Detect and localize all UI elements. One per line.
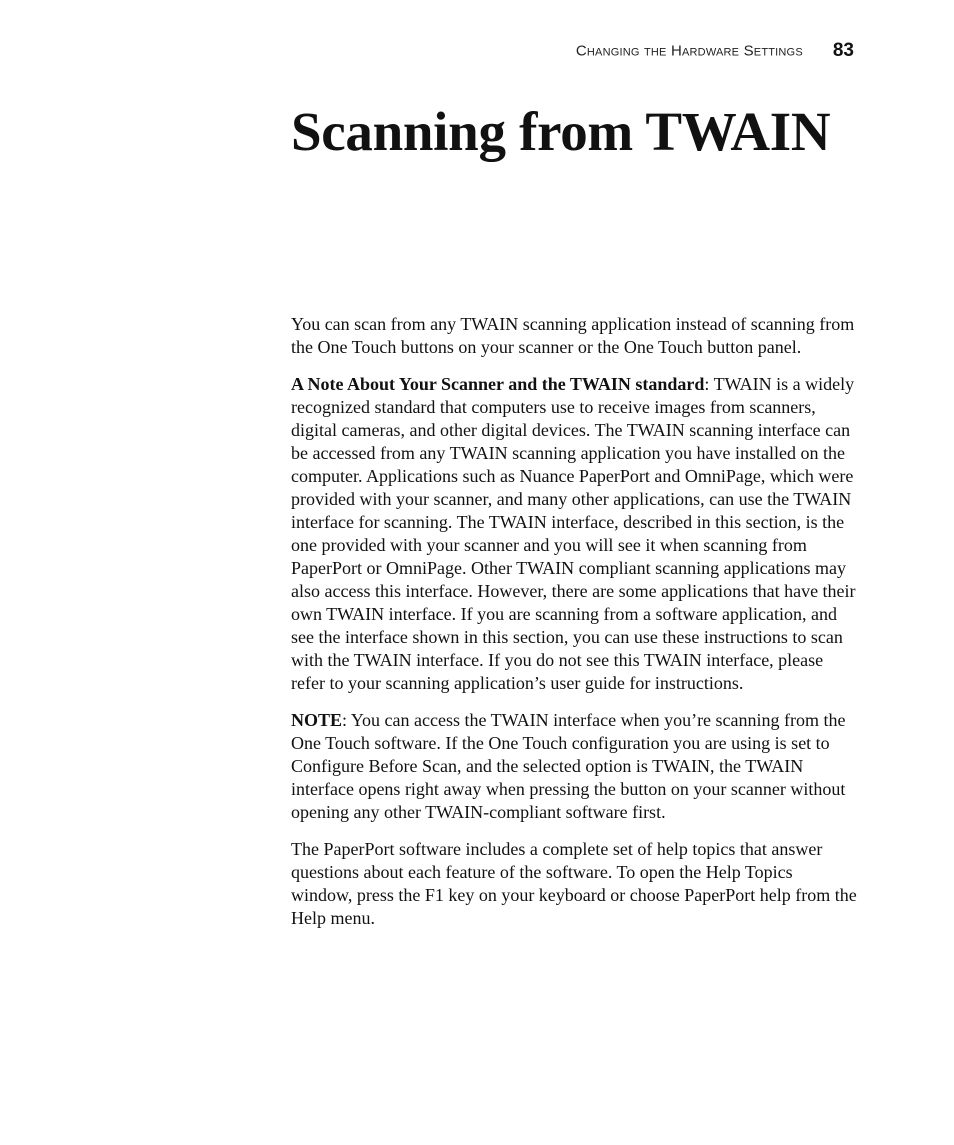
twain-note-heading: A Note About Your Scanner and the TWAIN standard: [291, 374, 705, 394]
running-header: [540, 40, 854, 62]
chapter-title: Changing the Hardware Settings: [575, 42, 803, 60]
twain-note-text: : TWAIN is a widely recognized standard that computers use to receive images from scanners, digital cameras, and other digital devices. The TWAIN scanning interface can be accessed from any TWAIN scanning application you have installed on the computer. Applications such as Nuance PaperPort and OmniPage, which were provided with your scanner, and many other applications, can use the TWAIN interface for scanning. The TWAIN interface, described in this section, is the one provided with your scanner and you will see it when scanning from PaperPort or OmniPage. Other TWAIN compliant scanning applications may also access this interface. However, there are some applications that have their own TWAIN interface. If you are scanning from a software application, and see the interface shown in this section, you can use these instructions to scan with the TWAIN interface. If you do not see this TWAIN interface, please refer to your scanning application’s user guide for instructions.: [291, 374, 856, 693]
note-label: NOTE: [291, 710, 343, 730]
note-paragraph: [291, 709, 857, 824]
note-text: : You can access the TWAIN interface when you’re scanning from the One Touch software. If the One Touch configuration you are using is set to Configure Before Scan, and the selected option is TWAIN, the TWAIN interface opens right away when pressing the button on your scanner without opening any other TWAIN-compliant software first.: [291, 710, 846, 822]
page-title: Scanning from TWAIN: [291, 101, 831, 162]
intro-paragraph: You can scan from any TWAIN scanning application instead of scanning from the One Touch buttons on your scanner or the One Touch button panel.: [291, 314, 855, 357]
help-paragraph: The PaperPort software includes a complete set of help topics that answer questions about each feature of the software. To open the Help Topics window, press the F1 key on your keyboard or choose PaperPort help from the Help menu.: [291, 839, 857, 928]
body-text: [291, 313, 857, 944]
twain-note-paragraph: [291, 373, 857, 695]
page-number: 83: [832, 40, 854, 61]
